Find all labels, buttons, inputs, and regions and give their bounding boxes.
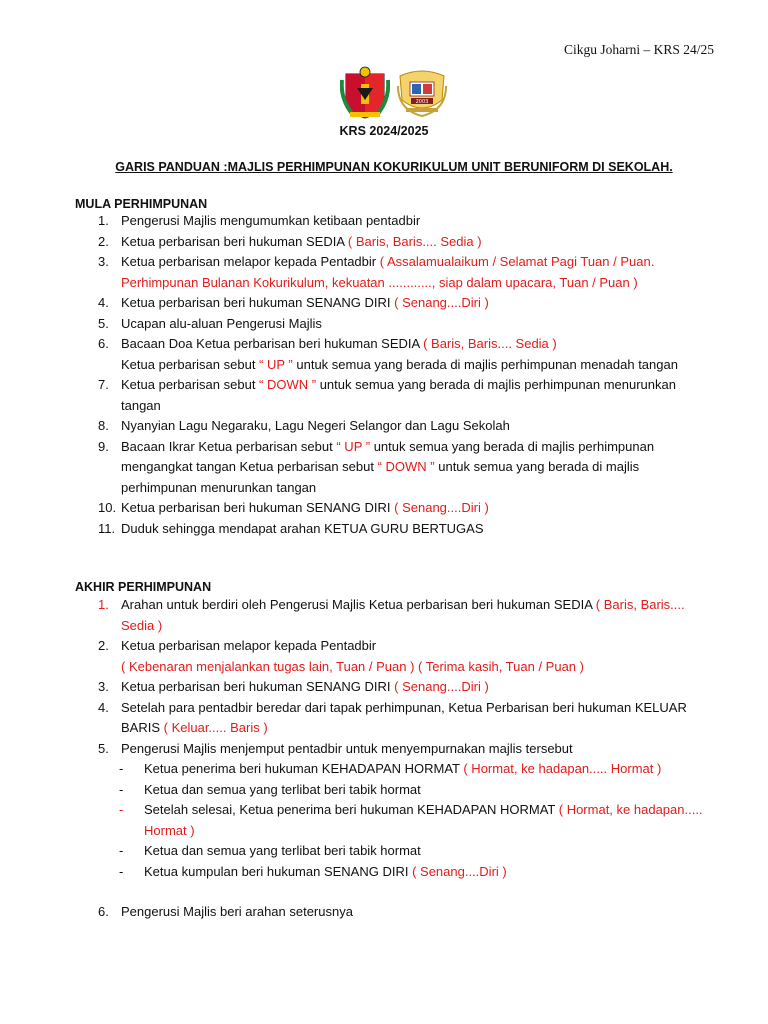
list-item [0,498,768,519]
item-command: ( Keluar..... Baris ) [163,720,268,735]
item-number: 6. [98,336,109,351]
item-command: ( Assalamualaikum / Selamat Pagi Tuan / Puan. Perhimpunan Bulanan Kokurikulum, kekuatan ............, siap dalam upacara, Tuan / Puan ) [121,254,655,290]
school-crest-year: 2003 [415,99,429,105]
item-command: ( Baris, Baris.... Sedia ) [423,336,557,351]
item-number: 3. [98,679,109,694]
item-number: 6. [98,904,109,919]
sub-item-dash: - [119,802,124,817]
item-text: Pengerusi Majlis menjemput pentadbir untuk menyempurnakan majlis tersebut [121,740,573,756]
year-title: KRS 2024/2025 [339,124,429,138]
sub-list-item [0,800,768,841]
item-text: untuk semua yang berada di majlis perhimpunan menurunkan tangan [121,459,640,495]
list-item [0,677,768,698]
list-item [0,519,768,540]
mula-list [0,211,768,539]
item-command: ( Senang....Diri ) [394,500,489,515]
item-text: Ucapan alu-aluan Pengerusi Majlis [121,315,322,331]
item-text: Bacaan Doa Ketua perbarisan beri hukuman SEDIA [121,336,424,351]
item-text: Arahan untuk berdiri oleh Pengerusi Majlis Ketua perbarisan beri hukuman SEDIA [121,597,596,612]
author-tag: Cikgu Joharni – KRS 24/25 [563,42,714,57]
list-item [0,739,768,760]
sub-item-text: Ketua penerima beri hukuman KEHADAPAN HORMAT [144,761,464,776]
item-command: “ UP ” [259,356,293,372]
item-number: 5. [98,740,109,756]
sub-list-item [0,759,768,780]
list-item [0,293,768,314]
item-number: 10. [98,500,117,515]
item-text: Duduk sehingga mendapat arahan KETUA GURU BERTUGAS [121,520,484,536]
item-command: “ UP ” [336,438,371,454]
list-item [0,636,768,677]
item-number: 1. [98,597,109,612]
list-item [0,252,768,293]
item-number: 3. [98,254,109,269]
item-text: Pengerusi Majlis mengumumkan ketibaan pentadbir [121,213,421,228]
item-text: Ketua perbarisan sebut [121,377,260,392]
item-text: Ketua perbarisan beri hukuman SENANG DIRI [121,500,395,515]
item-number: 4. [98,699,109,715]
sub-list-item [0,862,768,883]
item-text: Ketua perbarisan melapor kepada Pentadbir [121,638,377,653]
item-text: Nyanyian Lagu Negaraku, Lagu Negeri Selangor dan Lagu Sekolah [121,418,510,433]
list-item [0,211,768,232]
sub-item-text: Setelah selesai, Ketua penerima beri hukuman KEHADAPAN HORMAT [144,802,559,817]
section-heading-mula: MULA PERHIMPUNAN [75,197,208,211]
sub-list-item [0,780,768,801]
item-command: ( Baris, Baris.... Sedia ) [347,233,482,249]
state-crest-logo [340,66,390,120]
sub-item-text: Ketua kumpulan beri hukuman SENANG DIRI [144,863,413,879]
item-text: Ketua perbarisan sebut [121,356,260,372]
list-item [0,902,768,923]
item-number: 2. [98,638,109,653]
sub-list-item [0,841,768,862]
sub-item-dash: - [119,843,124,858]
logo-row [0,66,768,122]
list-item [0,334,768,375]
item-command: ( Baris, Baris.... Sedia ) [121,597,685,633]
item-number: 9. [98,438,109,454]
item-command: “ DOWN ” [259,377,317,392]
sub-item-command: ( Senang....Diri ) [412,863,507,879]
item-text: Ketua perbarisan beri hukuman SENANG DIRI [121,295,395,310]
list-item [0,314,768,335]
list-item [0,375,768,416]
list-item [0,698,768,739]
item-command: ( Kebenaran menjalankan tugas lain, Tuan / Puan ) ( Terima kasih, Tuan / Puan ) [121,658,584,674]
item-number: 8. [98,418,109,433]
item-text: Ketua perbarisan beri hukuman SENANG DIRI [121,679,395,694]
section-heading-akhir: AKHIR PERHIMPUNAN [75,580,212,594]
item-text: untuk semua yang berada di majlis perhimpunan mengangkat tangan Ketua perbarisan sebut [121,438,655,474]
document-title: GARIS PANDUAN :MAJLIS PERHIMPUNAN KOKURIKULUM UNIT BERUNIFORM DI SEKOLAH. [115,160,673,174]
sub-item-dash: - [119,863,124,879]
sub-item-text: Ketua dan semua yang terlibat beri tabik hormat [144,781,421,797]
sub-item-text: Ketua dan semua yang terlibat beri tabik hormat [144,843,421,858]
item-text: Pengerusi Majlis beri arahan seterusnya [121,904,353,919]
item-text: Ketua perbarisan beri hukuman SEDIA [121,233,348,249]
sub-item-dash: - [119,761,124,776]
item-command: “ DOWN ” [377,459,435,474]
sub-item-dash: - [119,781,124,797]
list-item [0,595,768,636]
item-text: untuk semua yang berada di majlis perhimpunan menurunkan tangan [121,377,676,413]
item-command: ( Senang....Diri ) [394,295,489,310]
item-command: ( Senang....Diri ) [394,679,489,694]
item-text: untuk semua yang berada di majlis perhimpunan menadah tangan [292,356,678,372]
list-item [0,416,768,437]
item-text: Setelah para pentadbir beredar dari tapak perhimpunan, Ketua Perbarisan beri hukuman KELUAR BARIS [121,699,687,735]
item-number: 7. [98,377,109,392]
item-number: 1. [98,213,109,228]
item-number: 2. [98,233,109,249]
item-text: Bacaan Ikrar Ketua perbarisan sebut [121,438,337,454]
list-item [0,437,768,499]
item-number: 5. [98,315,109,331]
sub-item-command: ( Hormat, ke hadapan..... Hormat ) [144,802,703,838]
item-number: 4. [98,295,109,310]
school-crest-logo [396,66,448,118]
akhir-list [0,595,768,923]
item-number: 11. [98,520,116,536]
sub-item-command: ( Hormat, ke hadapan..... Hormat ) [463,761,662,776]
list-item [0,232,768,253]
item-text: Ketua perbarisan melapor kepada Pentadbir [121,254,380,269]
